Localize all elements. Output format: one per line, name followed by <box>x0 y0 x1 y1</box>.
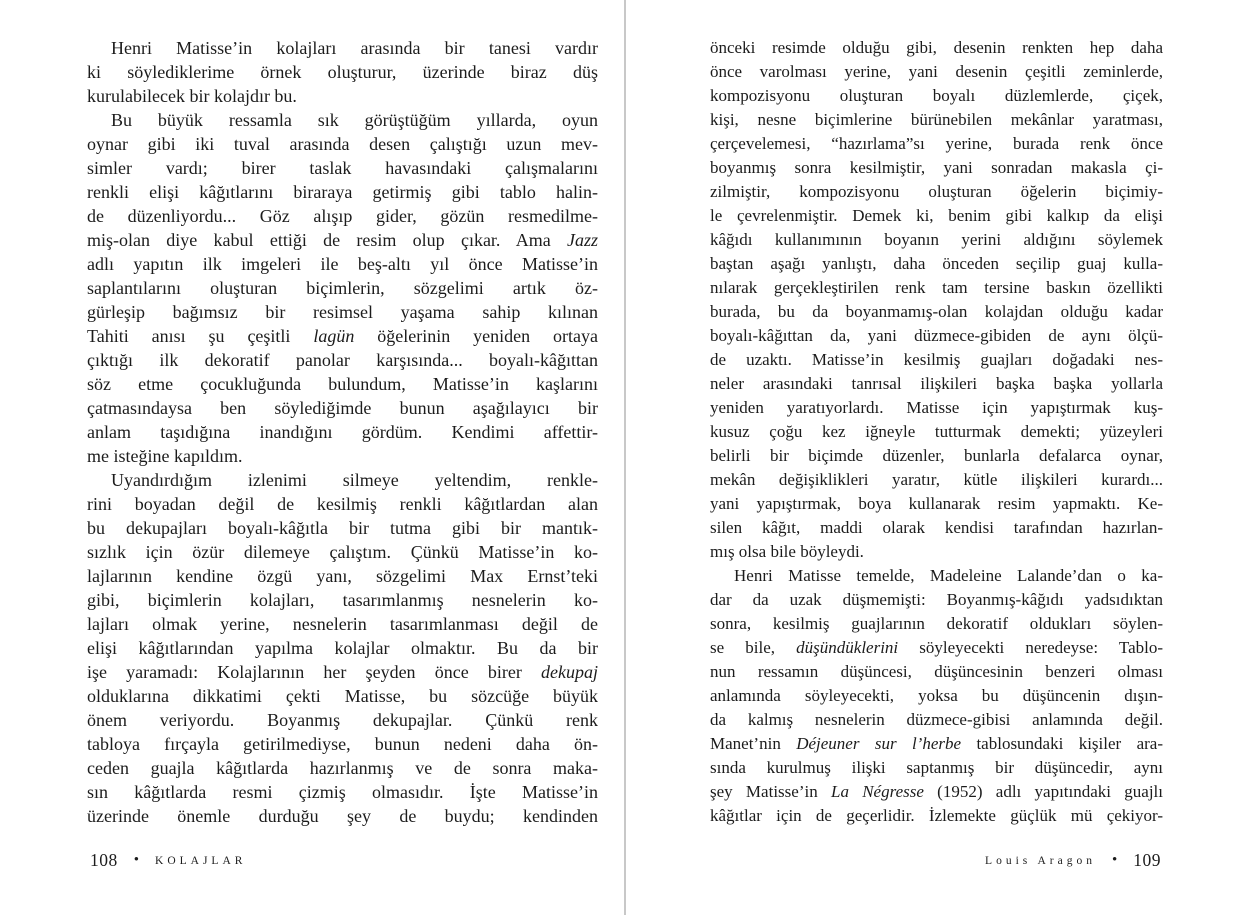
text-line: tabloya fırçayla getirilmediyse, bunun nedeni daha ön- <box>87 734 598 754</box>
text-line: de uzaktı. Matisse’in kesilmiş guajları doğadaki nes- <box>710 350 1163 369</box>
text-line: kusuz çoğu kez iğneyle tutturmak demekti; yüzeyleri <box>710 422 1163 441</box>
text-line: sonra, kesilmiş guajlarının dekoratif oldukları söylen- <box>710 614 1163 633</box>
text-line: çatmasındaysa ben söylediğimde bunun aşağılayıcı bir <box>87 398 598 418</box>
text-line: nun ressamın düşüncesi, düşüncesinin benzeri olması <box>710 662 1163 681</box>
text-line: se bile, düşündüklerini söyleyecekti neredeyse: Tablo- <box>710 638 1163 657</box>
text-line: belirli bir biçimde düzenler, bunlarla defalarca oynar, <box>710 446 1163 465</box>
text-line: sında kurulmuş ilişki saptanmış bir düşüncedir, aynı <box>710 758 1163 777</box>
text-line: renkli elişi kâğıtlarını biraraya getirmiş gibi tablo halin- <box>87 182 598 202</box>
text-line: olduklarına dikkatimi çekti Matisse, bu sözcüğe büyük <box>87 686 598 706</box>
page-number-right: 109 <box>1133 850 1161 870</box>
text-line: saplantılarını oluşturan biçimlerin, sözgelimi artık öz- <box>87 278 598 298</box>
text-line: dar da uzak düşmemişti: Boyanmış-kâğıdı yadsıdıktan <box>710 590 1163 609</box>
text-line: me isteğine kapıldım. <box>87 446 243 466</box>
text-line: mış olsa bile böyleydi. <box>710 542 864 561</box>
text-line: rini boyadan değil de kesilmiş renkli kâğıtlardan alan <box>87 494 598 514</box>
running-title-author: Louis Aragon <box>985 854 1096 867</box>
text-line: le çevrelenmiştir. Demek ki, benim gibi kalkıp da elişi <box>710 206 1163 225</box>
text-line: lajlarının kendine özgü yanı, sözgelimi Max Ernst’teki <box>87 566 598 586</box>
text-line: miş-olan diye kabul ettiği de resim olup çıkar. Ama Jazz <box>87 230 598 250</box>
text-line: nılarak gerçekleştirilen renk tam tersine baskın özellikti <box>710 278 1163 297</box>
text-line: çerçevelemesi, “hazırlama”sı yerine, burada renk önce <box>710 134 1163 153</box>
text-line: sın kâğıtlarda resmi çizmiş olmasıdır. İşte Matisse’in <box>87 782 598 802</box>
text-line: neler arasındaki tanrısal ilişkileri başka başka yollarla <box>710 374 1163 393</box>
footer-bullet-icon: • <box>133 852 140 868</box>
text-line: anlam taşıdığına inandığını gördüm. Kendimi affettir- <box>87 422 598 442</box>
text-line: kurulabilecek bir kolajdır bu. <box>87 86 297 106</box>
text-line: anlamında söyleyecekti, yoksa bu düşüncenin dışın- <box>710 686 1163 705</box>
text-line: bu dekupajları boyalı-kâğıtla bir tutma gibi bir mantık- <box>87 518 598 538</box>
page-right-footer <box>985 850 1161 871</box>
text-line: Henri Matisse temelde, Madeleine Lalande’dan o ka- <box>734 566 1163 585</box>
text-line: ceden guajla kâğıtlarda hazırlanmış ve de sonra maka- <box>87 758 598 778</box>
page-left-footer <box>90 850 246 871</box>
page-right-text <box>710 36 1163 828</box>
text-line: gürleşip bağımsız bir resimsel yaşama sahip kılınan <box>87 302 598 322</box>
text-line: mekân değişiklikleri yaratır, kütle ilişkileri kurardı... <box>710 470 1163 489</box>
text-line: şey Matisse’in La Négresse (1952) adlı yapıtındaki guajlı <box>710 782 1163 801</box>
text-line: lajları olmak yerine, nesnelerin tasarımlanması değil de <box>87 614 598 634</box>
text-line: baştan aşağı yanlıştı, daha önceden seçilip guaj kulla- <box>710 254 1163 273</box>
page-left-text <box>87 36 598 828</box>
text-line: yeniden yaratıyorlardı. Matisse için yapıştırmak kuş- <box>710 398 1163 417</box>
text-line: çıktığı ilk dekoratif panolar karşısında... boyalı-kâğıttan <box>87 350 598 370</box>
text-line: önem veriyordu. Boyanmış dekupajlar. Çünkü renk <box>87 710 598 730</box>
text-line: Uyandırdığım izlenimi silmeye yeltendim, renkle- <box>111 470 598 490</box>
text-line: oynar gibi iki tuval arasında desen çalıştığı uzun mev- <box>87 134 598 154</box>
text-line: gibi, biçimlerin kolajları, tasarımlanmış nesnelerin ko- <box>87 590 598 610</box>
text-line: zilmiştir, kompozisyonu oluşturan öğelerin biçimiy- <box>710 182 1163 201</box>
page-number-left: 108 <box>90 850 118 870</box>
text-line: Bu büyük ressamla sık görüştüğüm yıllarda, oyun <box>111 110 598 130</box>
text-line: Henri Matisse’in kolajları arasında bir tanesi vardır <box>111 38 598 58</box>
text-line: üzerinde önemle durduğu şey de buydu; kendinden <box>87 806 598 826</box>
text-line: önce varolması yerine, yani desenin çeşitli zeminlerde, <box>710 62 1163 81</box>
text-line: ki söylediklerime örnek oluşturur, üzerinde biraz düş <box>87 62 598 82</box>
text-line: Manet’nin Déjeuner sur l’herbe tablosundaki kişiler ara- <box>710 734 1163 753</box>
text-line: boyalı-kâğıttan da, yani düzmece-gibiden de aynı ölçü- <box>710 326 1163 345</box>
text-line: söz etme çocukluğunda bulundum, Matisse’in kaşlarını <box>87 374 598 394</box>
text-line: kişi, nesne biçimlerine bürünebilen mekânlar yaratması, <box>710 110 1163 129</box>
text-line: boyanmış sonra kesilmiştir, yani sonradan makasla çi- <box>710 158 1163 177</box>
text-line: elişi kâğıtlarından yapılma kolajlar olmaktır. Bu da bir <box>87 638 598 658</box>
text-line: silen kâğıt, maddi olarak kendisi tarafından hazırlan- <box>710 518 1163 537</box>
text-line: sızlık için özür dilemeye çalıştım. Çünkü Matisse’in ko- <box>87 542 598 562</box>
text-line: adlı yapıtın ilk imgeleri ile beş-altı yıl önce Matisse’in <box>87 254 598 274</box>
text-line: kâğıdı kullanımının boyanın yerini aldığını söylemek <box>710 230 1163 249</box>
text-line: önceki resimde olduğu gibi, desenin renkten hep daha <box>710 38 1163 57</box>
text-line: kompozisyonu oluşturan boyalı düzlemlerde, çiçek, <box>710 86 1163 105</box>
text-line: da kalmış nesnelerin düzmece-gibisi anlamında değil. <box>710 710 1163 729</box>
text-line: simler vardı; birer taslak havasındaki çalışmalarını <box>87 158 598 178</box>
text-line: işe yaramadı: Kolajlarının her şeyden önce birer dekupaj <box>87 662 598 682</box>
text-line: burada, bu da boyanmamış-olan kolajdan olduğu kadar <box>710 302 1163 321</box>
footer-bullet-icon: • <box>1111 852 1118 868</box>
page-divider <box>624 0 626 915</box>
text-line: kâğıtlar için de geçerlidir. İzlemekte güçlük mü çekiyor- <box>710 806 1163 825</box>
text-line: yani yapıştırmak, boya kullanarak resim yapmaktı. Ke- <box>710 494 1163 513</box>
text-line: Tahiti anısı şu çeşitli lagün öğelerinin yeniden ortaya <box>87 326 598 346</box>
text-line: de düzenliyordu... Göz alışıp gider, gözün resmedilme- <box>87 206 598 226</box>
running-title-book: KOLAJLAR <box>155 854 247 867</box>
